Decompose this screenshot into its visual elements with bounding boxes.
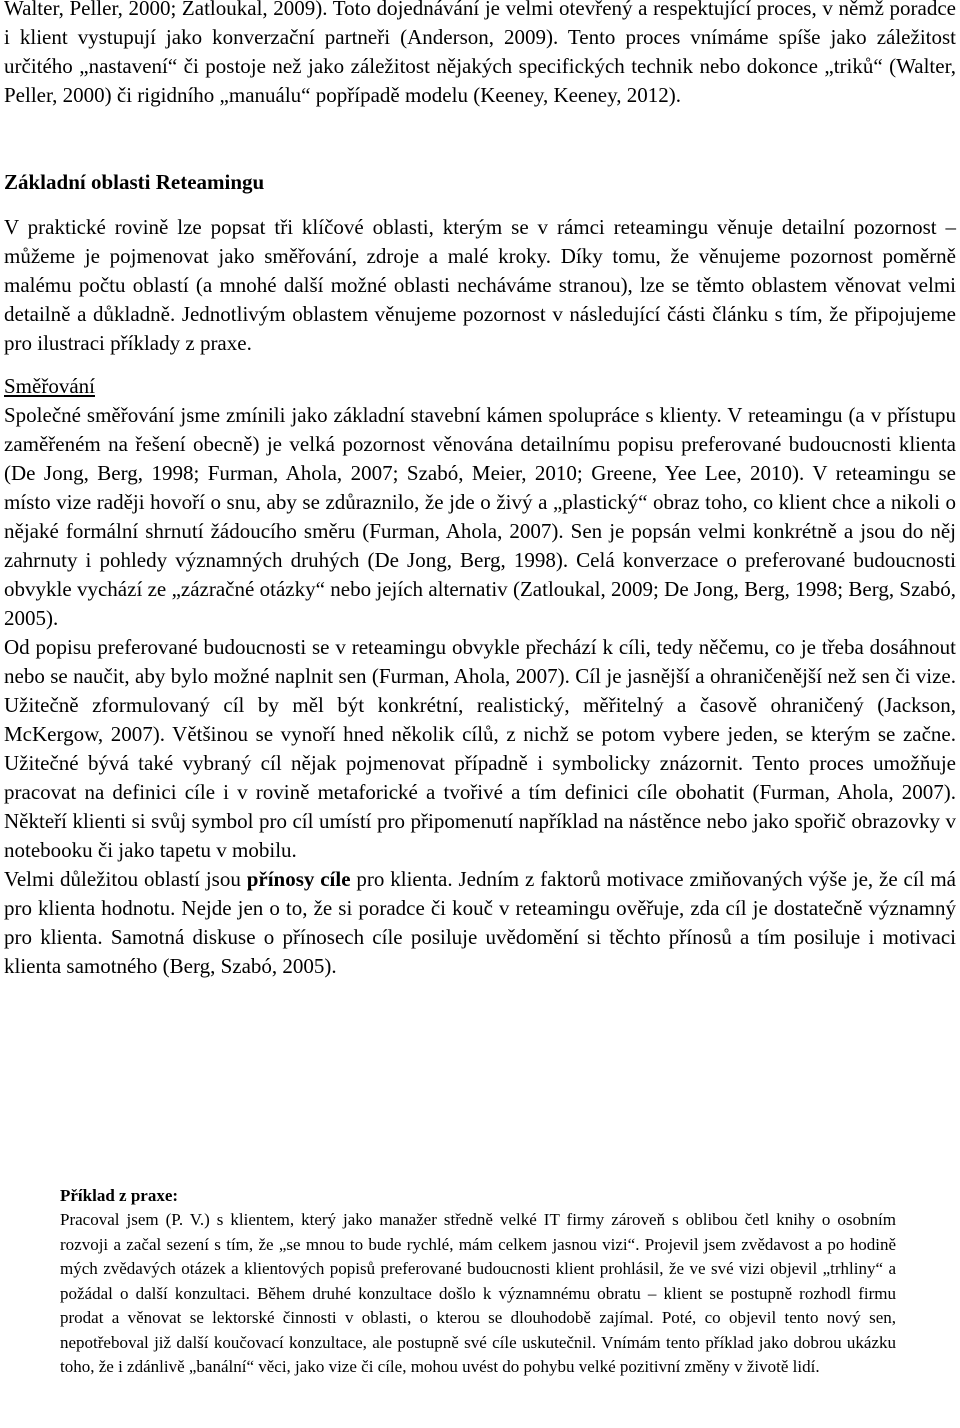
section-paragraph: V praktické rovině lze popsat tři klíčové oblasti, kterým se v rámci reteamingu věnuje detailní pozornost – můžeme je pojmenovat jako směřování, zdroje a malé kroky. Díky tomu, že věnujeme pozornost poměrně malému počtu oblastí (a mnohé další možné oblasti necháváme stranou), lze se těmto oblastem věnovat velmi detailně a důkladně. Jednotlivým oblastem věnujeme pozornost v následující části článku s tím, že připojujeme pro ilustraci příklady z praxe.	[4, 215, 956, 355]
smerovani-paragraph-2: Od popisu preferované budoucnosti se v reteamingu obvykle přechází k cíli, tedy něčemu, co je třeba dosáhnout nebo se naučit, aby bylo možné naplnit sen (Furman, Ahola, 2007). Cíl je jasnější a ohraničenější než sen či vize. Užitečně zformulovaný cíl by měl být konkrétní, realistický, měřitelný a časově ohraničený (Jackson, McKergow, 2007). Většinou se vynoří hned několik cílů, z nichž se potom vybere jeden, se kterým se začne. Užitečné bývá také vybraný cíl nějak pojmenovat případně i symbolicky znázornit. Tento proces umožňuje pracovat na definici cíle i v rovině metaforické a tvořivé a tím definici cíle obohatit (Furman, Ahola, 2007). Někteří klienti si svůj symbol pro cíl umístí pro připomenutí například na nástěnce nebo jako spořič obrazovky v notebooku či jako tapetu v mobilu.	[4, 635, 956, 862]
section-heading: Základní oblasti Reteamingu	[4, 170, 265, 194]
para3-text-before: Velmi důležitou oblastí jsou	[4, 867, 247, 891]
example-text: Pracoval jsem (P. V.) s klientem, který jako manažer středně velké IT firmy zároveň s oblibou četl knihy o osobním rozvoji a začal sezení s tím, že „se mnou to bude rychlé, mám celkem jasnou vizi“. Projevil jsem zvědavost a po hodině mých zvědavých otázek a klientových popisů preferované budoucnosti klient prohlásil, že ve své vizi objevil „trhliny“ a požádal o další konzultaci. Během druhé konzultace došlo k významnému obratu – klient se postupně rozhodl firmu prodat a věnovat se lektorské činnosti v oblasti, o kterou se dlouhodobě zajímal. Poté, co objevil tento nový sen, nepotřeboval již další koučovací konzultace, ale postupně své cíle uskutečnil. Vnímám tento příklad jako dobrou ukázku toho, že i zdánlivě „banální“ věci, jako vize či cíle, mohou uvést do pohybu velké pozitivní změny v životě lidí.	[60, 1210, 896, 1376]
para3-text-after: pro klienta. Jedním z faktorů motivace zmiňovaných výše je, že cíl má pro klienta hodnotu. Nejde jen o to, že si poradce či kouč v reteamingu ověřuje, zda cíl je dostatečně významný pro klienta. Samotná diskuse o přínosech cíle posiluje uvědomění si těchto přínosů a tím posiluje i motivaci klienta samotného (Berg, Szabó, 2005).	[4, 867, 956, 978]
example-title: Příklad z praxe:	[60, 1186, 179, 1205]
para3-bold-term: přínosy cíle	[246, 867, 351, 891]
smerovani-paragraph-3	[4, 865, 956, 981]
smerovani-paragraph-1: Společné směřování jsme zmínili jako základní stavební kámen spolupráce s klienty. V reteamingu (a v přístupu zaměřeném na řešení obecně) je velká pozornost věnována detailnímu popisu preferované budoucnosti klienta (De Jong, Berg, 1998; Furman, Ahola, 2007; Szabó, Meier, 2010; Greene, Yee Lee, 2010). V reteamingu se místo vize raději hovoří o snu, aby se zdůraznilo, že jde o živý a „plastický“ obraz toho, co klient chce a nikoli o nějaké formální shrnutí žádoucího směru (Furman, Ahola, 2007). Sen je popsán velmi konkrétně a jsou do něj zahrnuty i pohledy významných druhých (De Jong, Berg, 1998). Celá konverzace o preferované budoucnosti obvykle vychází ze „zázračné otázky“ nebo jejích alternativ (Zatloukal, 2009; De Jong, Berg, 1998; Berg, Szabó, 2005).	[4, 403, 956, 630]
document-page	[4, 0, 956, 981]
example-box	[60, 1184, 896, 1380]
subsection-title-smerovani: Směřování	[4, 374, 95, 398]
intro-paragraph: Walter, Peller, 2000; Zatloukal, 2009). Toto dojednávání je velmi otevřený a respektující proces, v němž poradce i klient vystupují jako konverzační partneři (Anderson, 2009). Tento proces vnímáme spíše jako záležitost určitého „nastavení“ či postoje než jako záležitost nějakých specifických technik nebo dokonce „triků“ (Walter, Peller, 2000) či rigidního „manuálu“ popřípadě modelu (Keeney, Keeney, 2012).	[4, 0, 956, 107]
